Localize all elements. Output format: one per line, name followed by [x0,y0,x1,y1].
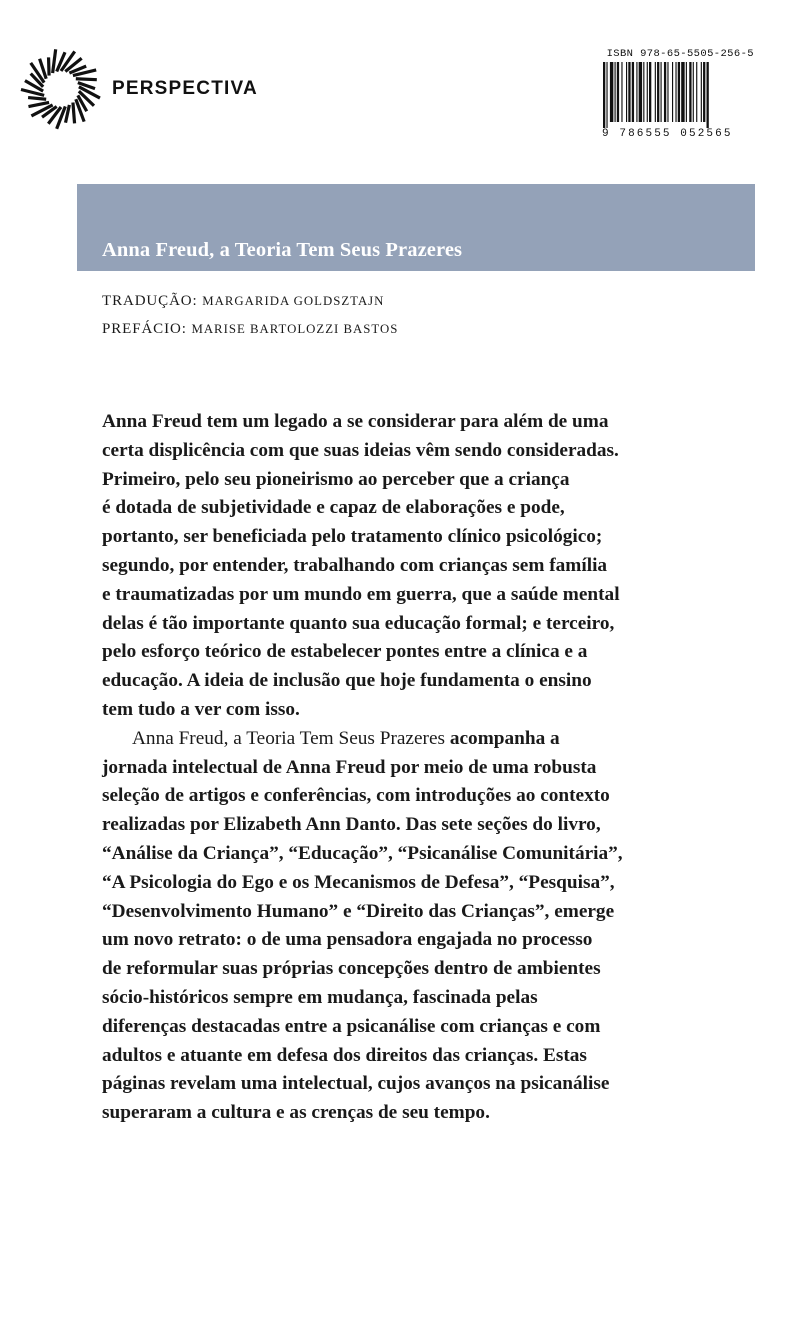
book-title-reference: Anna Freud, a Teoria Tem Seus Prazeres [132,727,446,749]
blurb-line: e traumatizadas por um mundo em guerra, que a saúde mental [102,583,620,605]
credit-preface-label: PREFÁCIO: [102,321,192,337]
blurb-line: pelo esforço teórico de estabelecer pontes entre a clínica e a [102,641,588,663]
credits [102,287,398,343]
book-title: Anna Freud, a Teoria Tem Seus Prazeres [102,239,463,261]
blurb-line: portanto, ser beneficiada pelo tratamento clínico psicológico; [102,526,603,548]
blurb-paragraph-2 [102,725,727,1128]
credit-preface [102,315,398,343]
title-band [77,184,755,271]
blurb-line: superaram a cultura e as crenças de seu tempo. [102,1102,490,1124]
blurb-line: páginas revelam uma intelectual, cujos avanços na psicanálise [102,1073,610,1095]
blurb-line: certa displicência com que suas ideias vêm sendo consideradas. [102,439,619,461]
blurb-line: educação. A ideia de inclusão que hoje fundamenta o ensino [102,670,592,692]
credit-translation-name: MARGARIDA GOLDSZTAJN [202,294,385,308]
credit-translation-label: TRADUÇÃO: [102,293,203,309]
blurb-line: tem tudo a ver com isso. [102,698,300,720]
blurb-line: Anna Freud tem um legado a se considerar para além de uma [102,411,609,432]
blurb-line: sócio-históricos sempre em mudança, fascinada pelas [102,986,538,1008]
blurb-line [102,725,727,754]
blurb-line: de reformular suas próprias concepções dentro de ambientes [102,958,601,980]
blurb-line-rest: acompanha a [445,727,560,749]
blurb-line: um novo retrato: o de uma pensadora engajada no processo [102,929,593,951]
isbn-barcode [602,48,754,140]
isbn-number: ISBN 978-65-5505-256-5 [606,48,754,60]
barcode-digits: 9 786555 052565 [602,128,733,140]
blurb-line: Primeiro, pelo seu pioneirismo ao perceber que a criança [102,468,570,490]
credit-preface-name: MARISE BARTOLOZZI BASTOS [191,322,399,336]
credit-translation [102,287,398,315]
blurb-line: “A Psicologia do Ego e os Mecanismos de Defesa”, “Pesquisa”, [102,871,615,893]
publisher-brand [16,44,258,134]
blurb-line: delas é tão importante quanto sua educação formal; e terceiro, [102,612,615,634]
blurb-line: jornada intelectual de Anna Freud por meio de uma robusta [102,756,597,778]
blurb-line: “Desenvolvimento Humano” e “Direito das Crianças”, emerge [102,900,615,922]
blurb [102,408,727,1128]
blurb-line: “Análise da Criança”, “Educação”, “Psicanálise Comunitária”, [102,842,623,864]
blurb-line: é dotada de subjetividade e capaz de elaborações e pode, [102,497,565,519]
blurb-line: adultos e atuante em defesa dos direitos das crianças. Estas [102,1044,587,1066]
blurb-line: segundo, por entender, trabalhando com crianças sem família [102,554,608,576]
blurb-line: realizadas por Elizabeth Ann Danto. Das sete seções do livro, [102,814,601,836]
publisher-name: PERSPECTIVA [112,78,258,99]
sunburst-logo-icon [16,44,106,134]
blurb-paragraph-1 [102,408,727,725]
barcode-icon [602,62,752,128]
blurb-line: seleção de artigos e conferências, com introduções ao contexto [102,785,610,807]
blurb-line: diferenças destacadas entre a psicanálise com crianças e com [102,1015,601,1037]
